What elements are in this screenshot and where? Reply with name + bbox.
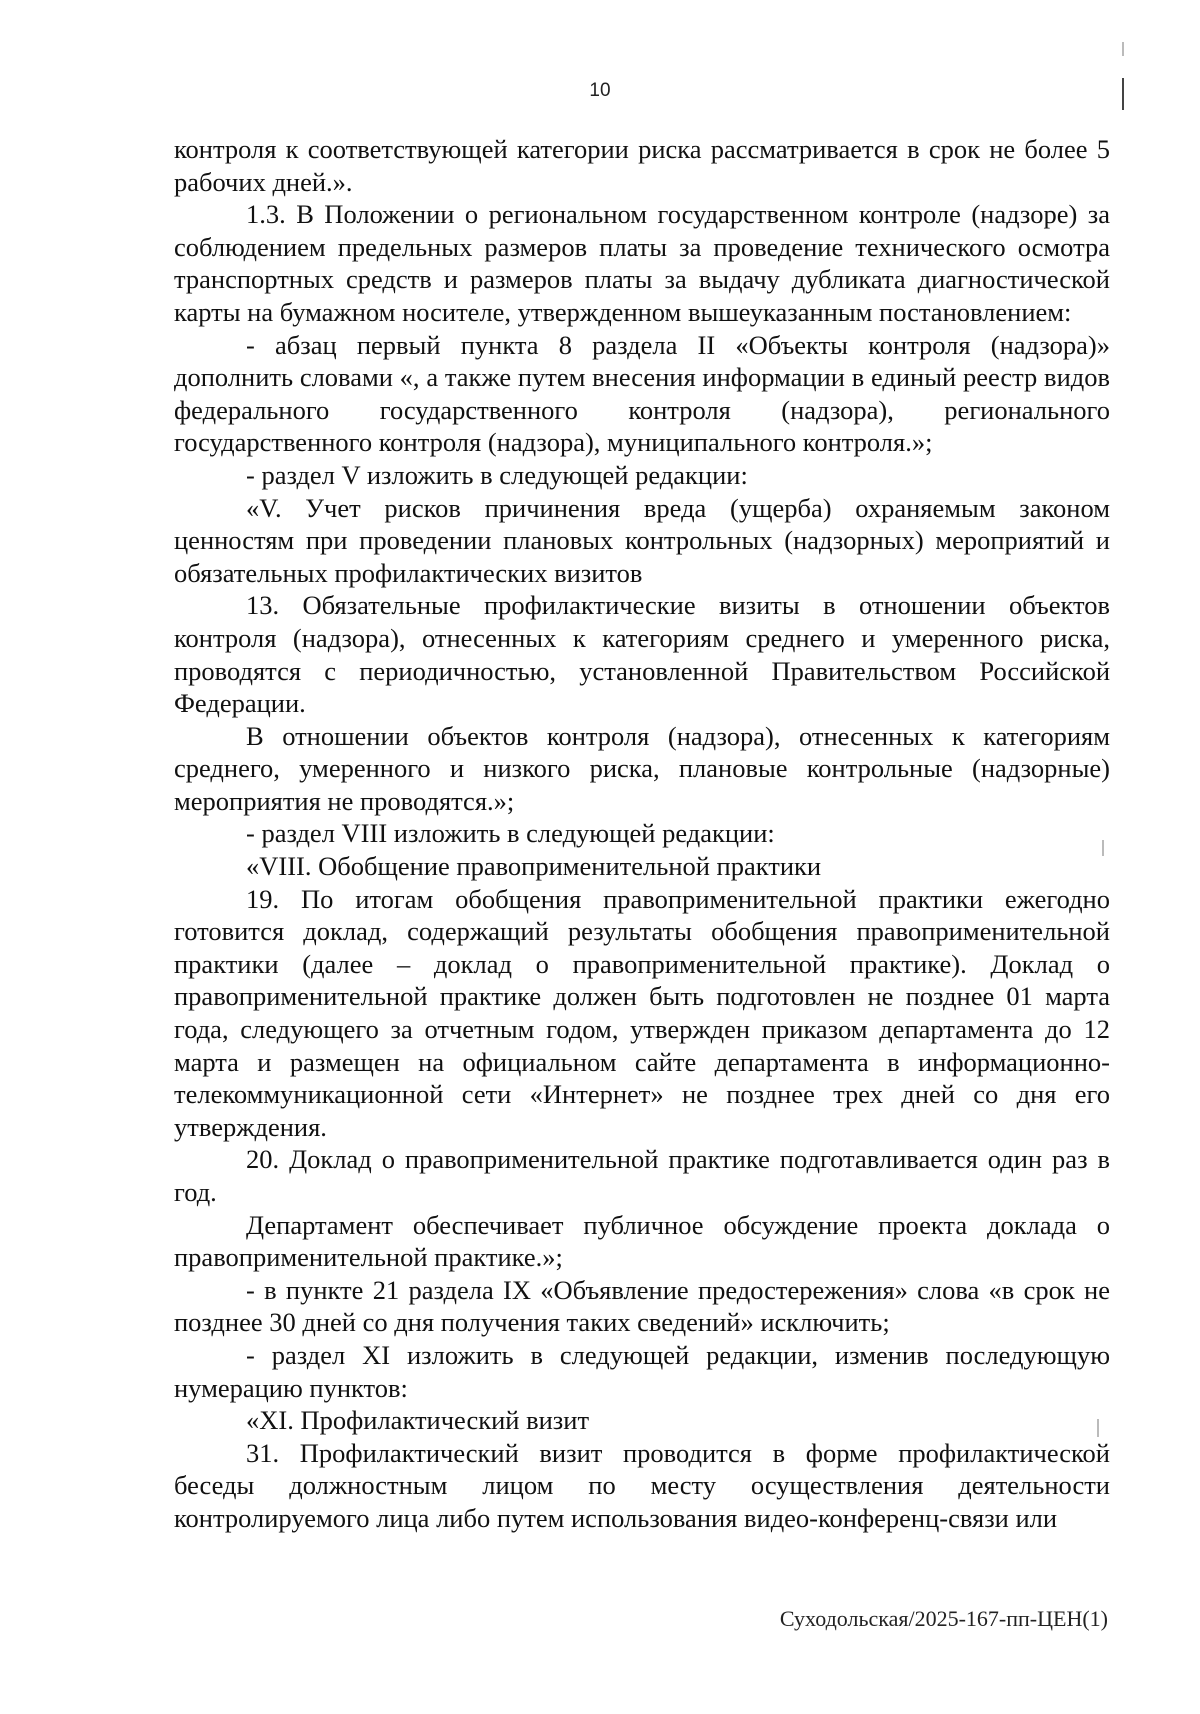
paragraph: 20. Доклад о правоприменительной практике подготавливается один раз в год.	[174, 1144, 1110, 1207]
section-heading: «V. Учет рисков причинения вреда (ущерба) охраняемым законом ценностям при проведении плановых контрольных (надзорных) мероприятий и обязательных профилактических визитов	[174, 492, 1110, 588]
paragraph: - в пункте 21 раздела IX «Объявление предостережения» слова «в срок не позднее 30 дней со дня получения таких сведений» исключить;	[174, 1274, 1110, 1338]
paragraph: 13. Обязательные профилактические визиты в отношении объектов контроля (надзора), отнесенных к категориям среднего и умеренного риска, проводятся с периодичностью, установленной Правительством Российской Федерации.	[174, 590, 1110, 719]
page-number: 10	[589, 80, 611, 101]
paragraph: - раздел XI изложить в следующей редакции, изменив последующую нумерацию пунктов:	[174, 1339, 1110, 1403]
paragraph: - раздел V изложить в следующей редакции:	[246, 459, 748, 490]
paragraph: В отношении объектов контроля (надзора), отнесенных к категориям среднего, умеренного и низкого риска, плановые контрольные (надзорные) мероприятия не проводятся.»;	[174, 720, 1110, 816]
section-heading: «XI. Профилактический визит	[246, 1405, 590, 1436]
paragraph: 19. По итогам обобщения правоприменительной практики ежегодно готовится доклад, содержащий результаты обобщения правоприменительной практики (далее – доклад о правоприменительной практике). Доклад о правоприменительной практике должен быть подготовлен не позднее 01 марта года, следующего за отчетным годом, утвержден приказом департамента до 12 марта и размещен на официальном сайте департамента в информационно-телекоммуникационной сети «Интернет» не позднее трех дней со дня его утверждения.	[174, 883, 1110, 1142]
document-body	[174, 133, 1110, 1535]
scan-edge-mark	[1122, 42, 1124, 56]
paragraph: - абзац первый пункта 8 раздела II «Объекты контроля (надзора)» дополнить словами «, а также путем внесения информации в единый реестр видов федерального государственного контроля (надзора), регионального государственного контроля (надзора), муниципального контроля.»;	[174, 329, 1110, 458]
paragraph: контроля к соответствующей категории риска рассматривается в срок не более 5 рабочих дней.».	[174, 134, 1110, 197]
document-code-footer: Суходольская/2025-167-пп-ЦЕН(1)	[779, 1606, 1108, 1631]
section-heading: «VIII. Обобщение правоприменительной практики	[246, 851, 822, 882]
paragraph: 31. Профилактический визит проводится в форме профилактической беседы должностным лицом по месту осуществления деятельности контролируемого лица либо путем использования видео-конференц-связи или	[174, 1437, 1110, 1533]
paragraph: 1.3. В Положении о региональном государственном контроле (надзоре) за соблюдением предельных размеров платы за проведение технического осмотра транспортных средств и размеров платы за выдачу дубликата диагностической карты на бумажном носителе, утвержденном вышеуказанным постановлением:	[174, 199, 1110, 327]
paragraph: - раздел VIII изложить в следующей редакции:	[246, 818, 775, 849]
paragraph: Департамент обеспечивает публичное обсуждение проекта доклада о правоприменительной практике.»;	[174, 1209, 1110, 1273]
